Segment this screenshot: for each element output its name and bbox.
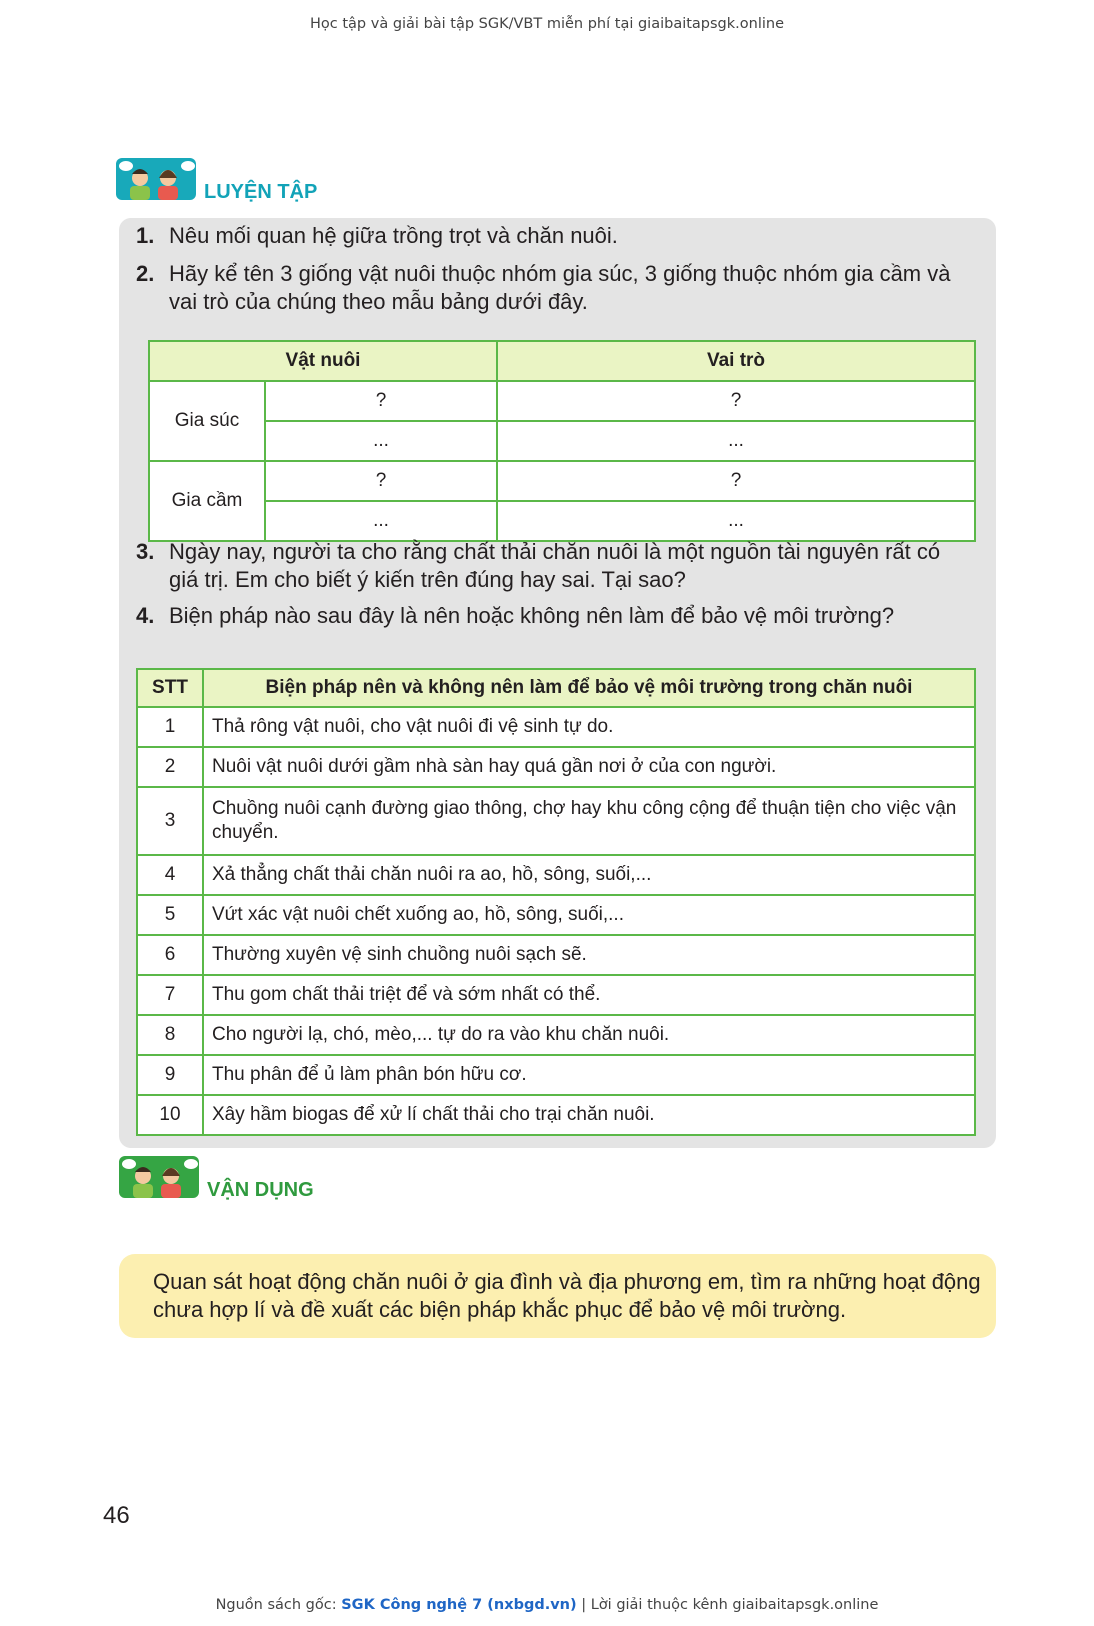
measure-cell: Thả rông vật nuôi, cho vật nuôi đi vệ sinh tự do.	[203, 707, 975, 747]
stt-cell: 7	[137, 975, 203, 1015]
question-text: Ngày nay, người ta cho rằng chất thải chăn nuôi là một nguồn tài nguyên rất có giá trị. Em cho biết ý kiến trên đúng hay sai. Tại sao?	[169, 539, 941, 592]
stt-cell: 10	[137, 1095, 203, 1135]
stt-cell: 2	[137, 747, 203, 787]
table-row	[137, 975, 975, 1015]
stt-cell: 6	[137, 935, 203, 975]
question-number: 4.	[136, 603, 155, 628]
livestock-table	[148, 340, 976, 542]
measure-cell: Nuôi vật nuôi dưới gầm nhà sàn hay quá gần nơi ở của con người.	[203, 747, 975, 787]
question-1	[136, 222, 959, 250]
table-cell: ...	[497, 421, 975, 461]
measures-table	[136, 668, 976, 1136]
stt-cell: 5	[137, 895, 203, 935]
table-row	[137, 1055, 975, 1095]
table-header-cell: Vật nuôi	[149, 341, 497, 381]
table-row	[137, 787, 975, 855]
question-text: Nêu mối quan hệ giữa trồng trọt và chăn nuôi.	[169, 223, 618, 248]
measure-cell: Chuồng nuôi cạnh đường giao thông, chợ hay khu công cộng để thuận tiện cho việc vận chuyển.	[203, 787, 975, 855]
page-footer	[0, 1597, 1094, 1613]
measure-cell: Xây hầm biogas để xử lí chất thải cho trại chăn nuôi.	[203, 1095, 975, 1135]
two-kids-speech-icon	[119, 1156, 203, 1200]
stt-cell: 8	[137, 1015, 203, 1055]
table-row	[137, 935, 975, 975]
table-header-cell: STT	[137, 669, 203, 707]
footer-prefix: Nguồn sách gốc:	[215, 1597, 342, 1613]
question-text: Hãy kể tên 3 giống vật nuôi thuộc nhóm gia súc, 3 giống thuộc nhóm gia cầm và vai trò của chúng theo mẫu bảng dưới đây.	[169, 261, 951, 314]
source-link[interactable]: SGK Công nghệ 7 (nxbgd.vn)	[341, 1597, 577, 1613]
measure-cell: Thu gom chất thải triệt để và sớm nhất có thể.	[203, 975, 975, 1015]
question-4	[136, 602, 959, 630]
question-3	[136, 538, 959, 594]
measure-cell: Thường xuyên vệ sinh chuồng nuôi sạch sẽ.	[203, 935, 975, 975]
table-header-cell: Vai trò	[497, 341, 975, 381]
question-text: Biện pháp nào sau đây là nên hoặc không nên làm để bảo vệ môi trường?	[169, 603, 895, 628]
measure-cell: Cho người lạ, chó, mèo,... tự do ra vào khu chăn nuôi.	[203, 1015, 975, 1055]
table-row	[137, 1015, 975, 1055]
page-header: Học tập và giải bài tập SGK/VBT miễn phí tại giaibaitapsgk.online	[310, 16, 784, 32]
table-row	[137, 707, 975, 747]
table-cell: ?	[265, 461, 497, 501]
measure-cell: Xả thẳng chất thải chăn nuôi ra ao, hồ, sông, suối,...	[203, 855, 975, 895]
measure-cell: Thu phân để ủ làm phân bón hữu cơ.	[203, 1055, 975, 1095]
footer-suffix: | Lời giải thuộc kênh giaibaitapsgk.online	[576, 1597, 879, 1613]
question-2	[136, 260, 959, 316]
apply-title-block	[119, 1156, 314, 1200]
table-cell: ?	[265, 381, 497, 421]
stt-cell: 9	[137, 1055, 203, 1095]
group-cell: Gia cầm	[149, 461, 265, 541]
question-number: 3.	[136, 539, 155, 564]
table-cell: ...	[265, 421, 497, 461]
table-cell: ...	[265, 501, 497, 541]
page-number: 46	[103, 1502, 130, 1529]
table-row	[149, 461, 975, 501]
stt-cell: 3	[137, 787, 203, 855]
table-row	[149, 381, 975, 421]
group-cell: Gia súc	[149, 381, 265, 461]
stt-cell: 1	[137, 707, 203, 747]
table-row	[149, 421, 975, 461]
two-kids-speech-icon	[116, 158, 200, 202]
table-cell: ?	[497, 461, 975, 501]
table-row	[137, 895, 975, 935]
table-header-cell: Biện pháp nên và không nên làm để bảo vệ môi trường trong chăn nuôi	[203, 669, 975, 707]
apply-title: VẬN DỤNG	[207, 1179, 314, 1201]
practice-title: LUYỆN TẬP	[204, 181, 318, 203]
question-number: 2.	[136, 261, 155, 286]
table-row	[137, 855, 975, 895]
measure-cell: Vứt xác vật nuôi chết xuống ao, hồ, sông, suối,...	[203, 895, 975, 935]
table-row	[137, 747, 975, 787]
apply-text: Quan sát hoạt động chăn nuôi ở gia đình và địa phương em, tìm ra những hoạt động chưa hợp lí và đề xuất các biện pháp khắc phục để bảo vệ môi trường.	[153, 1269, 981, 1322]
question-number: 1.	[136, 223, 155, 248]
practice-title-block	[116, 158, 317, 202]
table-row	[149, 501, 975, 541]
table-cell: ...	[497, 501, 975, 541]
stt-cell: 4	[137, 855, 203, 895]
table-cell: ?	[497, 381, 975, 421]
table-row	[137, 1095, 975, 1135]
